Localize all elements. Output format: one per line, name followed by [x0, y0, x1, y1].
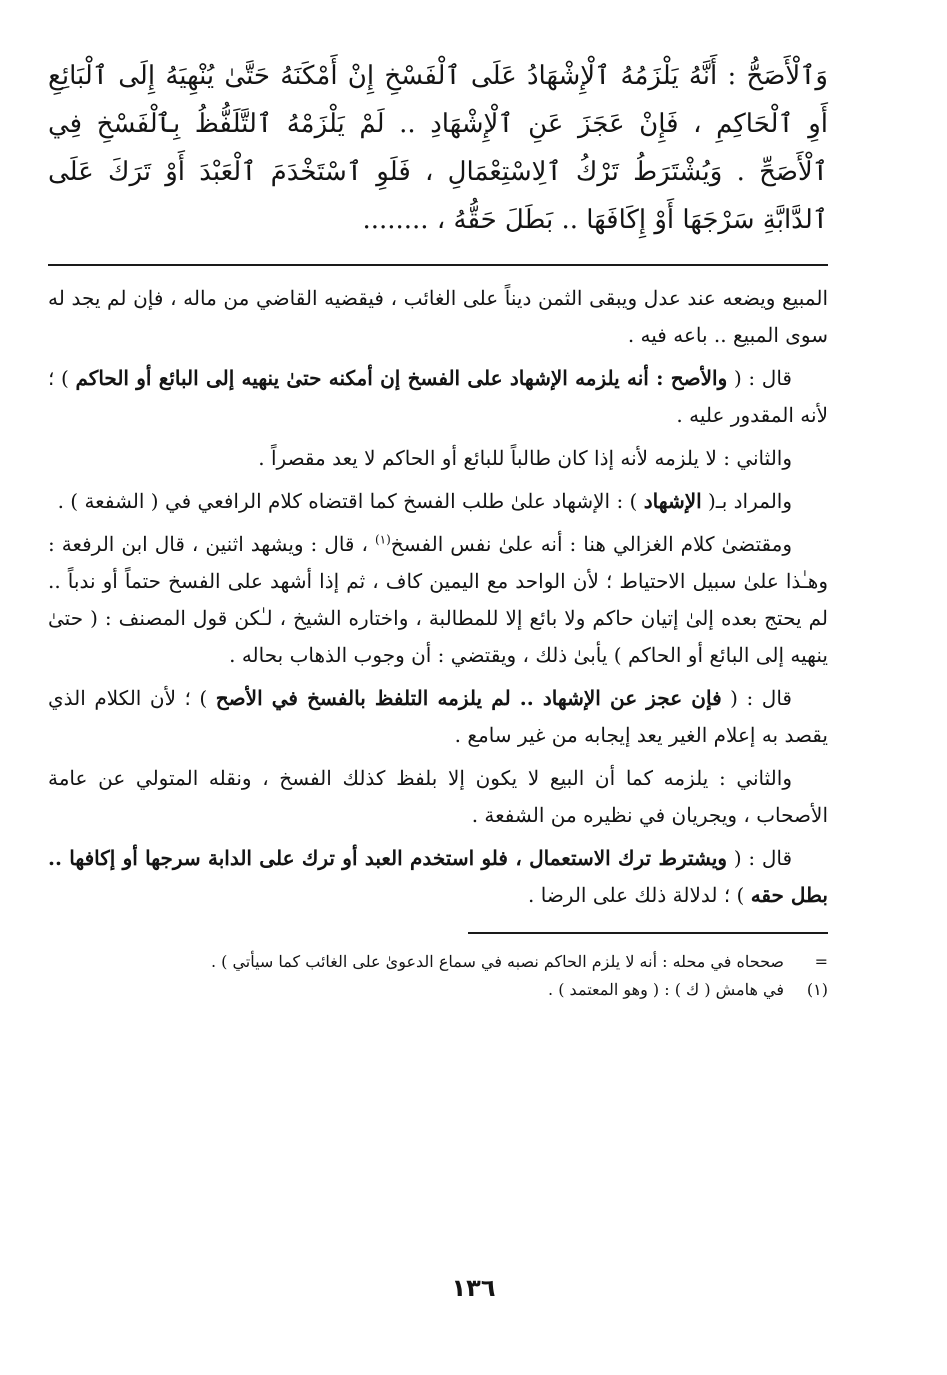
footnote-continuation — [48, 948, 828, 976]
commentary-paragraph-7: والثاني : يلزمه كما أن البيع لا يكون إلا بلفظ كذلك الفسخ ، ونقله المتولي عن عامة الأصحاب ، ويجريان في نظيره من الشفعة . — [48, 766, 828, 827]
commentary-paragraph-4 — [48, 483, 828, 520]
quoted-term: الإشهاد — [643, 489, 702, 513]
commentary-paragraph-2 — [48, 360, 828, 434]
quoted-matn: فإن عجز عن الإشهاد .. لم يلزمه التلفظ بالفسخ في الأصح — [215, 686, 722, 710]
footnote-reference[interactable]: (١) — [374, 532, 391, 547]
commentary-tail: ) ؛ لدلالة ذلك على الرضا . — [528, 883, 751, 907]
footnote-text: في هامش ( ك ) : ( وهو المعتمد ) . — [548, 980, 784, 999]
page-body — [48, 52, 828, 1004]
matn-dots: ........ — [362, 205, 429, 235]
matn-text — [48, 52, 828, 244]
footnote-separator-rule — [468, 932, 828, 934]
qala-label: قال : ( — [727, 366, 792, 390]
footnotes — [48, 948, 828, 1004]
footnote-mark: (١) — [806, 980, 828, 999]
qala-label: قال : ( — [727, 846, 793, 870]
quoted-matn: ويشترط ترك الاستعمال ، فلو استخدم العبد أو ترك على الدابة سرجها أو إكافها .. بطل حقه — [48, 846, 828, 907]
commentary-tail: ) : الإشهاد علىٰ طلب الفسخ كما اقتضاه كلام الرافعي في ( الشفعة ) . — [57, 489, 644, 513]
footnote-text: صححاه في محله : أنه لا يلزم الحاكم نصبه في سماع الدعوىٰ على الغائب كما سيأتي ) . — [210, 952, 784, 971]
commentary-paragraph-1: المبيع ويضعه عند عدل ويبقى الثمن ديناً على الغائب ، فيقضيه القاضي من ماله ، فإن لم يجد له سوى المبيع .. باعه فيه . — [48, 286, 828, 347]
quoted-matn: والأصح : أنه يلزمه الإشهاد على الفسخ إن أمكنه حتىٰ ينهيه إلى البائع أو الحاكم — [75, 366, 728, 390]
commentary-tail: ) ؛ لأن الكلام الذي يقصد به إعلام الغير يعد إيجابه من غير سامع . — [48, 686, 828, 747]
commentary-paragraph-6 — [48, 680, 828, 754]
commentary-paragraph-5 — [48, 526, 828, 674]
commentary-prefix: والمراد بـ( — [701, 489, 792, 513]
commentary — [48, 280, 828, 914]
footnote-mark: = — [814, 952, 828, 971]
footnote-1 — [48, 976, 828, 1004]
commentary-text: ومقتضىٰ كلام الغزالي هنا : أنه علىٰ نفس الفسخ — [390, 532, 793, 556]
commentary-tail: ) ؛ لأنه المقدور عليه . — [48, 366, 828, 427]
matn-separator-rule — [48, 264, 828, 266]
matn-body: وَٱلْأَصَحُّ : أَنَّهُ يَلْزَمُهُ ٱلْإِشْهَادُ عَلَى ٱلْفَسْخِ إِنْ أَمْكَنَهُ حَتَّىٰ يُنْهِيَهُ إِلَى ٱلْبَائِعِ أَوِ ٱلْحَاكِمِ ، فَإِنْ عَجَزَ عَنِ ٱلْإِشْهَادِ .. لَمْ يَلْزَمْهُ ٱلتَّلَفُّظُ بِٱلْفَسْخِ فِي ٱلْأَصَحِّ . وَيُشْتَرَطُ تَرْكُ ٱلِاسْتِعْمَالِ ، فَلَوِ ٱسْتَخْدَمَ ٱلْعَبْدَ أَوْ تَرَكَ عَلَى ٱلدَّابَّةِ سَرْجَهَا أَوْ إِكَافَهَا .. بَطَلَ حَقُّهُ ، — [48, 61, 828, 235]
page-number: ١٣٦ — [451, 1274, 496, 1302]
commentary-text: ، قال : ويشهد اثنين ، قال ابن الرفعة : وهـٰذا علىٰ سبيل الاحتياط ؛ لأن الواحد مع اليمين كاف ، ثم إذا أشهد على الفسخ حتماً أو ندباً .. لم يحتج بعده إلىٰ إتيان حاكم ولا بائع إلا للمطالبة ، واختاره الشيخ ، لـٰكن قول المصنف : ( حتىٰ ينهيه إلى البائع أو الحاكم ) يأبىٰ ذلك ، ويقتضي : أن وجوب الذهاب بحاله . — [48, 532, 828, 667]
commentary-paragraph-8 — [48, 840, 828, 914]
qala-label: قال : ( — [721, 686, 792, 710]
commentary-paragraph-3: والثاني : لا يلزمه لأنه إذا كان طالباً للبائع أو الحاكم لا يعد مقصراً . — [258, 446, 792, 470]
